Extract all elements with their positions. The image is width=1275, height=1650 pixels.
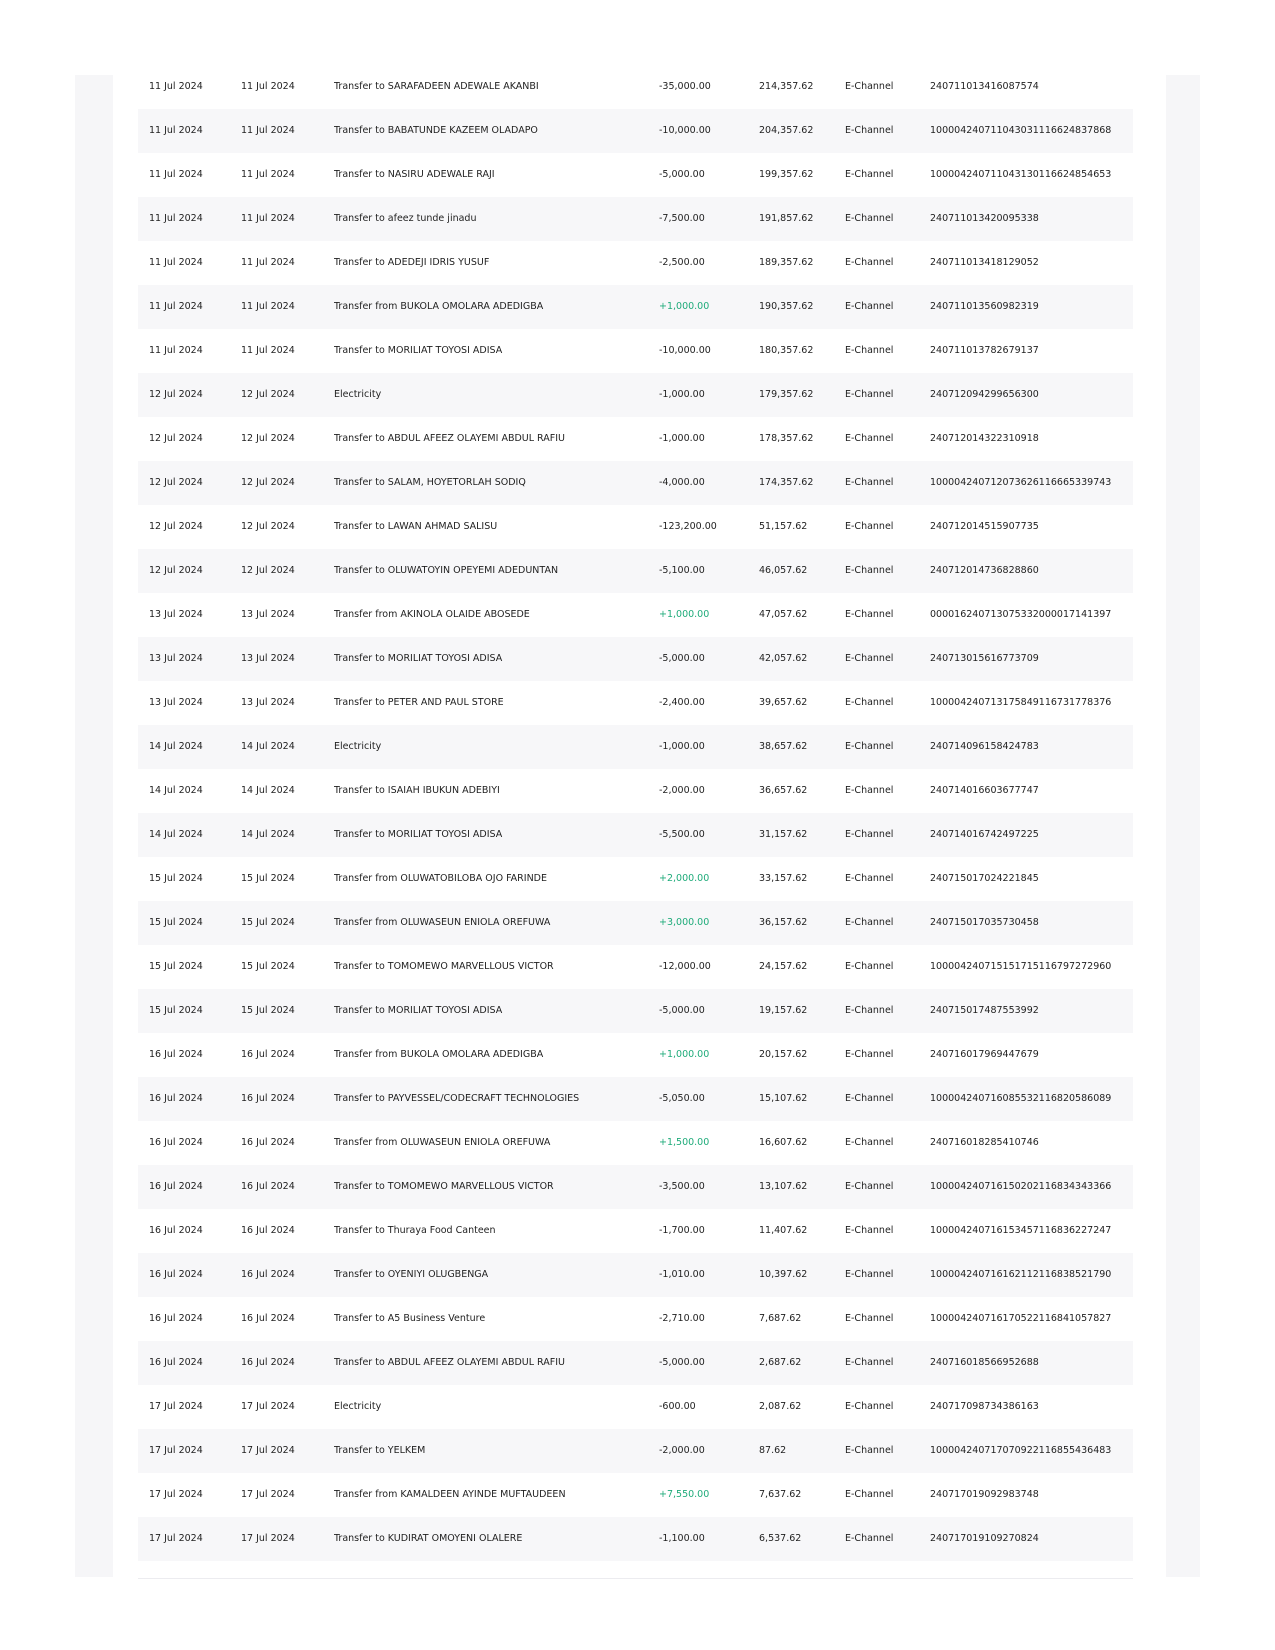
transaction-date: 15 Jul 2024 bbox=[149, 917, 203, 928]
running-balance: 15,107.62 bbox=[759, 1093, 808, 1104]
transaction-reference: 100004240716085532116820586089 bbox=[930, 1093, 1112, 1104]
transaction-amount: -1,700.00 bbox=[659, 1225, 705, 1236]
value-date: 17 Jul 2024 bbox=[241, 1445, 295, 1456]
running-balance: 2,687.62 bbox=[759, 1357, 802, 1368]
transaction-date: 12 Jul 2024 bbox=[149, 389, 203, 400]
transaction-date: 12 Jul 2024 bbox=[149, 565, 203, 576]
value-date: 12 Jul 2024 bbox=[241, 389, 295, 400]
transaction-amount: +7,550.00 bbox=[659, 1489, 710, 1500]
table-row bbox=[138, 725, 1133, 769]
transaction-reference: 100004240716153457116836227247 bbox=[930, 1225, 1112, 1236]
value-date: 16 Jul 2024 bbox=[241, 1313, 295, 1324]
running-balance: 190,357.62 bbox=[759, 301, 814, 312]
transaction-reference: 240717019092983748 bbox=[930, 1489, 1039, 1500]
transaction-amount: -2,400.00 bbox=[659, 697, 705, 708]
transaction-channel: E-Channel bbox=[845, 1137, 894, 1148]
running-balance: 179,357.62 bbox=[759, 389, 814, 400]
transaction-date: 16 Jul 2024 bbox=[149, 1137, 203, 1148]
table-row bbox=[138, 153, 1133, 197]
transaction-amount: -2,000.00 bbox=[659, 1445, 705, 1456]
transaction-reference: 240715017024221845 bbox=[930, 873, 1039, 884]
transaction-channel: E-Channel bbox=[845, 345, 894, 356]
running-balance: 33,157.62 bbox=[759, 873, 808, 884]
table-row bbox=[138, 197, 1133, 241]
transaction-channel: E-Channel bbox=[845, 1093, 894, 1104]
transaction-channel: E-Channel bbox=[845, 917, 894, 928]
transaction-amount: +1,000.00 bbox=[659, 301, 710, 312]
transaction-channel: E-Channel bbox=[845, 477, 894, 488]
table-row bbox=[138, 989, 1133, 1033]
transaction-reference: 100004240712073626116665339743 bbox=[930, 477, 1112, 488]
transaction-date: 12 Jul 2024 bbox=[149, 521, 203, 532]
transaction-description: Electricity bbox=[334, 741, 382, 752]
transaction-channel: E-Channel bbox=[845, 785, 894, 796]
table-row bbox=[138, 285, 1133, 329]
transaction-amount: -5,000.00 bbox=[659, 653, 705, 664]
running-balance: 20,157.62 bbox=[759, 1049, 808, 1060]
transaction-description: Transfer to ABDUL AFEEZ OLAYEMI ABDUL RAFIU bbox=[334, 433, 565, 444]
transaction-channel: E-Channel bbox=[845, 829, 894, 840]
transaction-channel: E-Channel bbox=[845, 565, 894, 576]
value-date: 14 Jul 2024 bbox=[241, 785, 295, 796]
transaction-date: 11 Jul 2024 bbox=[149, 125, 203, 136]
transaction-reference: 240716017969447679 bbox=[930, 1049, 1039, 1060]
transaction-date: 12 Jul 2024 bbox=[149, 433, 203, 444]
running-balance: 174,357.62 bbox=[759, 477, 814, 488]
transaction-reference: 240714096158424783 bbox=[930, 741, 1039, 752]
value-date: 14 Jul 2024 bbox=[241, 741, 295, 752]
transaction-channel: E-Channel bbox=[845, 697, 894, 708]
transaction-reference: 240716018566952688 bbox=[930, 1357, 1039, 1368]
transaction-channel: E-Channel bbox=[845, 873, 894, 884]
transaction-channel: E-Channel bbox=[845, 1357, 894, 1368]
value-date: 11 Jul 2024 bbox=[241, 169, 295, 180]
transaction-channel: E-Channel bbox=[845, 609, 894, 620]
transaction-date: 11 Jul 2024 bbox=[149, 169, 203, 180]
transaction-description: Transfer to MORILIAT TOYOSI ADISA bbox=[334, 829, 503, 840]
table-row bbox=[138, 65, 1133, 109]
transaction-description: Transfer from OLUWASEUN ENIOLA OREFUWA bbox=[334, 1137, 551, 1148]
running-balance: 6,537.62 bbox=[759, 1533, 802, 1544]
transaction-amount: -5,500.00 bbox=[659, 829, 705, 840]
running-balance: 2,087.62 bbox=[759, 1401, 802, 1412]
transaction-date: 13 Jul 2024 bbox=[149, 609, 203, 620]
transaction-date: 17 Jul 2024 bbox=[149, 1445, 203, 1456]
table-row bbox=[138, 857, 1133, 901]
running-balance: 7,687.62 bbox=[759, 1313, 802, 1324]
table-row bbox=[138, 1429, 1133, 1473]
transaction-reference: 240712014322310918 bbox=[930, 433, 1039, 444]
transaction-reference: 240711013418129052 bbox=[930, 257, 1039, 268]
running-balance: 10,397.62 bbox=[759, 1269, 808, 1280]
value-date: 11 Jul 2024 bbox=[241, 213, 295, 224]
table-row bbox=[138, 1297, 1133, 1341]
value-date: 11 Jul 2024 bbox=[241, 125, 295, 136]
transaction-reference: 240711013420095338 bbox=[930, 213, 1039, 224]
transaction-date: 16 Jul 2024 bbox=[149, 1181, 203, 1192]
transaction-amount: -1,000.00 bbox=[659, 389, 705, 400]
running-balance: 46,057.62 bbox=[759, 565, 808, 576]
running-balance: 178,357.62 bbox=[759, 433, 814, 444]
running-balance: 11,407.62 bbox=[759, 1225, 808, 1236]
transaction-amount: +2,000.00 bbox=[659, 873, 710, 884]
transaction-date: 11 Jul 2024 bbox=[149, 213, 203, 224]
table-row bbox=[138, 109, 1133, 153]
transaction-reference: 240717098734386163 bbox=[930, 1401, 1039, 1412]
transaction-amount: -10,000.00 bbox=[659, 345, 711, 356]
transaction-description: Transfer to OYENIYI OLUGBENGA bbox=[334, 1269, 489, 1280]
table-row bbox=[138, 681, 1133, 725]
table-row bbox=[138, 1165, 1133, 1209]
running-balance: 24,157.62 bbox=[759, 961, 808, 972]
transaction-channel: E-Channel bbox=[845, 741, 894, 752]
transaction-description: Transfer to PAYVESSEL/CODECRAFT TECHNOLOGIES bbox=[334, 1093, 580, 1104]
table-row bbox=[138, 945, 1133, 989]
table-row bbox=[138, 549, 1133, 593]
transaction-description: Transfer to BABATUNDE KAZEEM OLADAPO bbox=[334, 125, 538, 136]
transaction-amount: -2,500.00 bbox=[659, 257, 705, 268]
transaction-amount: +1,000.00 bbox=[659, 1049, 710, 1060]
table-row bbox=[138, 637, 1133, 681]
transaction-reference: 240716018285410746 bbox=[930, 1137, 1039, 1148]
transaction-reference: 240712014515907735 bbox=[930, 521, 1039, 532]
transaction-amount: -2,000.00 bbox=[659, 785, 705, 796]
transaction-date: 13 Jul 2024 bbox=[149, 653, 203, 664]
transaction-reference: 240711013782679137 bbox=[930, 345, 1039, 356]
transaction-amount: -3,500.00 bbox=[659, 1181, 705, 1192]
transaction-amount: -10,000.00 bbox=[659, 125, 711, 136]
transaction-channel: E-Channel bbox=[845, 1445, 894, 1456]
value-date: 15 Jul 2024 bbox=[241, 961, 295, 972]
transaction-amount: -4,000.00 bbox=[659, 477, 705, 488]
transaction-amount: -600.00 bbox=[659, 1401, 696, 1412]
table-row bbox=[138, 417, 1133, 461]
transaction-reference: 000016240713075332000017141397 bbox=[930, 609, 1112, 620]
transaction-channel: E-Channel bbox=[845, 169, 894, 180]
transaction-reference: 240715017035730458 bbox=[930, 917, 1039, 928]
transaction-date: 11 Jul 2024 bbox=[149, 345, 203, 356]
running-balance: 19,157.62 bbox=[759, 1005, 808, 1016]
transaction-reference: 240711013560982319 bbox=[930, 301, 1039, 312]
transaction-channel: E-Channel bbox=[845, 433, 894, 444]
transaction-description: Transfer to SARAFADEEN ADEWALE AKANBI bbox=[334, 81, 539, 92]
transaction-channel: E-Channel bbox=[845, 1225, 894, 1236]
value-date: 17 Jul 2024 bbox=[241, 1489, 295, 1500]
running-balance: 36,157.62 bbox=[759, 917, 808, 928]
transaction-reference: 100004240716162112116838521790 bbox=[930, 1269, 1112, 1280]
transaction-reference: 240713015616773709 bbox=[930, 653, 1039, 664]
running-balance: 13,107.62 bbox=[759, 1181, 808, 1192]
running-balance: 204,357.62 bbox=[759, 125, 814, 136]
running-balance: 39,657.62 bbox=[759, 697, 808, 708]
table-row bbox=[138, 241, 1133, 285]
transaction-amount: -2,710.00 bbox=[659, 1313, 705, 1324]
transaction-date: 16 Jul 2024 bbox=[149, 1225, 203, 1236]
transaction-description: Transfer to A5 Business Venture bbox=[334, 1313, 486, 1324]
running-balance: 16,607.62 bbox=[759, 1137, 808, 1148]
table-row bbox=[138, 505, 1133, 549]
transaction-amount: -35,000.00 bbox=[659, 81, 711, 92]
transaction-date: 16 Jul 2024 bbox=[149, 1093, 203, 1104]
transaction-reference: 100004240713175849116731778376 bbox=[930, 697, 1112, 708]
transaction-description: Electricity bbox=[334, 389, 382, 400]
transaction-channel: E-Channel bbox=[845, 1181, 894, 1192]
transaction-description: Transfer to NASIRU ADEWALE RAJI bbox=[334, 169, 495, 180]
transaction-date: 16 Jul 2024 bbox=[149, 1313, 203, 1324]
transaction-date: 11 Jul 2024 bbox=[149, 81, 203, 92]
transaction-description: Transfer to OLUWATOYIN OPEYEMI ADEDUNTAN bbox=[334, 565, 559, 576]
transaction-description: Transfer to YELKEM bbox=[334, 1445, 426, 1456]
transaction-date: 11 Jul 2024 bbox=[149, 257, 203, 268]
transaction-description: Transfer to MORILIAT TOYOSI ADISA bbox=[334, 345, 503, 356]
value-date: 16 Jul 2024 bbox=[241, 1181, 295, 1192]
transaction-channel: E-Channel bbox=[845, 1313, 894, 1324]
value-date: 11 Jul 2024 bbox=[241, 81, 295, 92]
transaction-description: Transfer to MORILIAT TOYOSI ADISA bbox=[334, 653, 503, 664]
transaction-channel: E-Channel bbox=[845, 125, 894, 136]
value-date: 17 Jul 2024 bbox=[241, 1533, 295, 1544]
transaction-reference: 100004240716150202116834343366 bbox=[930, 1181, 1112, 1192]
value-date: 12 Jul 2024 bbox=[241, 521, 295, 532]
running-balance: 51,157.62 bbox=[759, 521, 808, 532]
running-balance: 38,657.62 bbox=[759, 741, 808, 752]
transaction-reference: 100004240711043130116624854653 bbox=[930, 169, 1112, 180]
transaction-reference: 240712014736828860 bbox=[930, 565, 1039, 576]
transaction-description: Transfer to afeez tunde jinadu bbox=[334, 213, 477, 224]
transaction-description: Transfer to Thuraya Food Canteen bbox=[334, 1225, 496, 1236]
value-date: 15 Jul 2024 bbox=[241, 917, 295, 928]
transaction-channel: E-Channel bbox=[845, 81, 894, 92]
value-date: 14 Jul 2024 bbox=[241, 829, 295, 840]
transaction-description: Electricity bbox=[334, 1401, 382, 1412]
value-date: 15 Jul 2024 bbox=[241, 1005, 295, 1016]
transaction-date: 13 Jul 2024 bbox=[149, 697, 203, 708]
transaction-description: Transfer to LAWAN AHMAD SALISU bbox=[334, 521, 498, 532]
transaction-channel: E-Channel bbox=[845, 1049, 894, 1060]
transaction-amount: +3,000.00 bbox=[659, 917, 710, 928]
table-row bbox=[138, 1077, 1133, 1121]
table-row bbox=[138, 593, 1133, 637]
transaction-amount: -123,200.00 bbox=[659, 521, 717, 532]
table-row bbox=[138, 1341, 1133, 1385]
transaction-reference: 240715017487553992 bbox=[930, 1005, 1039, 1016]
transaction-description: Transfer to SALAM, HOYETORLAH SODIQ bbox=[334, 477, 526, 488]
transaction-description: Transfer from OLUWATOBILOBA OJO FARINDE bbox=[334, 873, 547, 884]
value-date: 12 Jul 2024 bbox=[241, 433, 295, 444]
value-date: 16 Jul 2024 bbox=[241, 1049, 295, 1060]
transaction-reference: 240717019109270824 bbox=[930, 1533, 1039, 1544]
value-date: 12 Jul 2024 bbox=[241, 477, 295, 488]
transaction-date: 11 Jul 2024 bbox=[149, 301, 203, 312]
transaction-date: 17 Jul 2024 bbox=[149, 1401, 203, 1412]
transaction-amount: +1,000.00 bbox=[659, 609, 710, 620]
transaction-channel: E-Channel bbox=[845, 257, 894, 268]
transaction-description: Transfer to TOMOMEWO MARVELLOUS VICTOR bbox=[334, 1181, 554, 1192]
transaction-description: Transfer from AKINOLA OLAIDE ABOSEDE bbox=[334, 609, 530, 620]
value-date: 11 Jul 2024 bbox=[241, 257, 295, 268]
transactions-table bbox=[138, 65, 1133, 1561]
transaction-amount: -5,100.00 bbox=[659, 565, 705, 576]
transaction-channel: E-Channel bbox=[845, 1489, 894, 1500]
transaction-description: Transfer to ISAIAH IBUKUN ADEBIYI bbox=[334, 785, 500, 796]
transaction-channel: E-Channel bbox=[845, 1269, 894, 1280]
running-balance: 42,057.62 bbox=[759, 653, 808, 664]
transaction-description: Transfer to ABDUL AFEEZ OLAYEMI ABDUL RAFIU bbox=[334, 1357, 565, 1368]
transaction-description: Transfer to PETER AND PAUL STORE bbox=[334, 697, 504, 708]
transaction-channel: E-Channel bbox=[845, 389, 894, 400]
transaction-reference: 100004240716170522116841057827 bbox=[930, 1313, 1112, 1324]
transaction-date: 16 Jul 2024 bbox=[149, 1049, 203, 1060]
transaction-description: Transfer to TOMOMEWO MARVELLOUS VICTOR bbox=[334, 961, 554, 972]
table-row bbox=[138, 1517, 1133, 1561]
value-date: 13 Jul 2024 bbox=[241, 697, 295, 708]
transaction-date: 17 Jul 2024 bbox=[149, 1533, 203, 1544]
value-date: 16 Jul 2024 bbox=[241, 1269, 295, 1280]
table-row bbox=[138, 1121, 1133, 1165]
transaction-date: 15 Jul 2024 bbox=[149, 1005, 203, 1016]
transaction-amount: -5,050.00 bbox=[659, 1093, 705, 1104]
transaction-channel: E-Channel bbox=[845, 1401, 894, 1412]
running-balance: 36,657.62 bbox=[759, 785, 808, 796]
transaction-description: Transfer to MORILIAT TOYOSI ADISA bbox=[334, 1005, 503, 1016]
transaction-amount: -1,100.00 bbox=[659, 1533, 705, 1544]
table-row bbox=[138, 1253, 1133, 1297]
table-row bbox=[138, 901, 1133, 945]
value-date: 13 Jul 2024 bbox=[241, 609, 295, 620]
running-balance: 7,637.62 bbox=[759, 1489, 802, 1500]
transaction-channel: E-Channel bbox=[845, 521, 894, 532]
transaction-reference: 100004240715151715116797272960 bbox=[930, 961, 1112, 972]
transaction-amount: -1,000.00 bbox=[659, 741, 705, 752]
table-row bbox=[138, 1385, 1133, 1429]
transaction-description: Transfer from BUKOLA OMOLARA ADEDIGBA bbox=[334, 301, 544, 312]
running-balance: 180,357.62 bbox=[759, 345, 814, 356]
table-row bbox=[138, 769, 1133, 813]
transaction-amount: -1,000.00 bbox=[659, 433, 705, 444]
transaction-description: Transfer from KAMALDEEN AYINDE MUFTAUDEEN bbox=[334, 1489, 566, 1500]
table-bottom-divider bbox=[138, 1578, 1133, 1579]
table-row bbox=[138, 1033, 1133, 1077]
transaction-date: 15 Jul 2024 bbox=[149, 961, 203, 972]
value-date: 16 Jul 2024 bbox=[241, 1137, 295, 1148]
value-date: 13 Jul 2024 bbox=[241, 653, 295, 664]
transaction-date: 12 Jul 2024 bbox=[149, 477, 203, 488]
transaction-channel: E-Channel bbox=[845, 653, 894, 664]
transaction-description: Transfer to KUDIRAT OMOYENI OLALERE bbox=[334, 1533, 523, 1544]
transaction-date: 17 Jul 2024 bbox=[149, 1489, 203, 1500]
table-row bbox=[138, 813, 1133, 857]
table-row bbox=[138, 373, 1133, 417]
transaction-channel: E-Channel bbox=[845, 1533, 894, 1544]
running-balance: 87.62 bbox=[759, 1445, 787, 1456]
transaction-amount: -5,000.00 bbox=[659, 1357, 705, 1368]
transaction-date: 14 Jul 2024 bbox=[149, 741, 203, 752]
transaction-amount: -7,500.00 bbox=[659, 213, 705, 224]
transaction-amount: -5,000.00 bbox=[659, 169, 705, 180]
running-balance: 199,357.62 bbox=[759, 169, 814, 180]
transaction-date: 15 Jul 2024 bbox=[149, 873, 203, 884]
transaction-reference: 240714016742497225 bbox=[930, 829, 1039, 840]
transaction-reference: 100004240711043031116624837868 bbox=[930, 125, 1112, 136]
running-balance: 214,357.62 bbox=[759, 81, 814, 92]
transaction-reference: 100004240717070922116855436483 bbox=[930, 1445, 1112, 1456]
transaction-date: 16 Jul 2024 bbox=[149, 1357, 203, 1368]
table-row bbox=[138, 461, 1133, 505]
value-date: 16 Jul 2024 bbox=[241, 1357, 295, 1368]
value-date: 16 Jul 2024 bbox=[241, 1225, 295, 1236]
table-row bbox=[138, 1209, 1133, 1253]
table-row bbox=[138, 329, 1133, 373]
transaction-reference: 240714016603677747 bbox=[930, 785, 1039, 796]
value-date: 12 Jul 2024 bbox=[241, 565, 295, 576]
transaction-date: 14 Jul 2024 bbox=[149, 785, 203, 796]
transaction-channel: E-Channel bbox=[845, 301, 894, 312]
value-date: 15 Jul 2024 bbox=[241, 873, 295, 884]
transaction-reference: 240711013416087574 bbox=[930, 81, 1039, 92]
transaction-amount: -1,010.00 bbox=[659, 1269, 705, 1280]
value-date: 17 Jul 2024 bbox=[241, 1401, 295, 1412]
transaction-channel: E-Channel bbox=[845, 213, 894, 224]
running-balance: 189,357.62 bbox=[759, 257, 814, 268]
running-balance: 31,157.62 bbox=[759, 829, 808, 840]
transaction-channel: E-Channel bbox=[845, 961, 894, 972]
value-date: 11 Jul 2024 bbox=[241, 345, 295, 356]
transaction-amount: -5,000.00 bbox=[659, 1005, 705, 1016]
transaction-amount: +1,500.00 bbox=[659, 1137, 710, 1148]
value-date: 16 Jul 2024 bbox=[241, 1093, 295, 1104]
table-row bbox=[138, 1473, 1133, 1517]
transaction-reference: 240712094299656300 bbox=[930, 389, 1039, 400]
transaction-amount: -12,000.00 bbox=[659, 961, 711, 972]
transaction-description: Transfer from OLUWASEUN ENIOLA OREFUWA bbox=[334, 917, 551, 928]
transaction-description: Transfer from BUKOLA OMOLARA ADEDIGBA bbox=[334, 1049, 544, 1060]
running-balance: 47,057.62 bbox=[759, 609, 808, 620]
value-date: 11 Jul 2024 bbox=[241, 301, 295, 312]
transaction-description: Transfer to ADEDEJI IDRIS YUSUF bbox=[334, 257, 490, 268]
transaction-date: 16 Jul 2024 bbox=[149, 1269, 203, 1280]
transaction-channel: E-Channel bbox=[845, 1005, 894, 1016]
transaction-date: 14 Jul 2024 bbox=[149, 829, 203, 840]
running-balance: 191,857.62 bbox=[759, 213, 814, 224]
